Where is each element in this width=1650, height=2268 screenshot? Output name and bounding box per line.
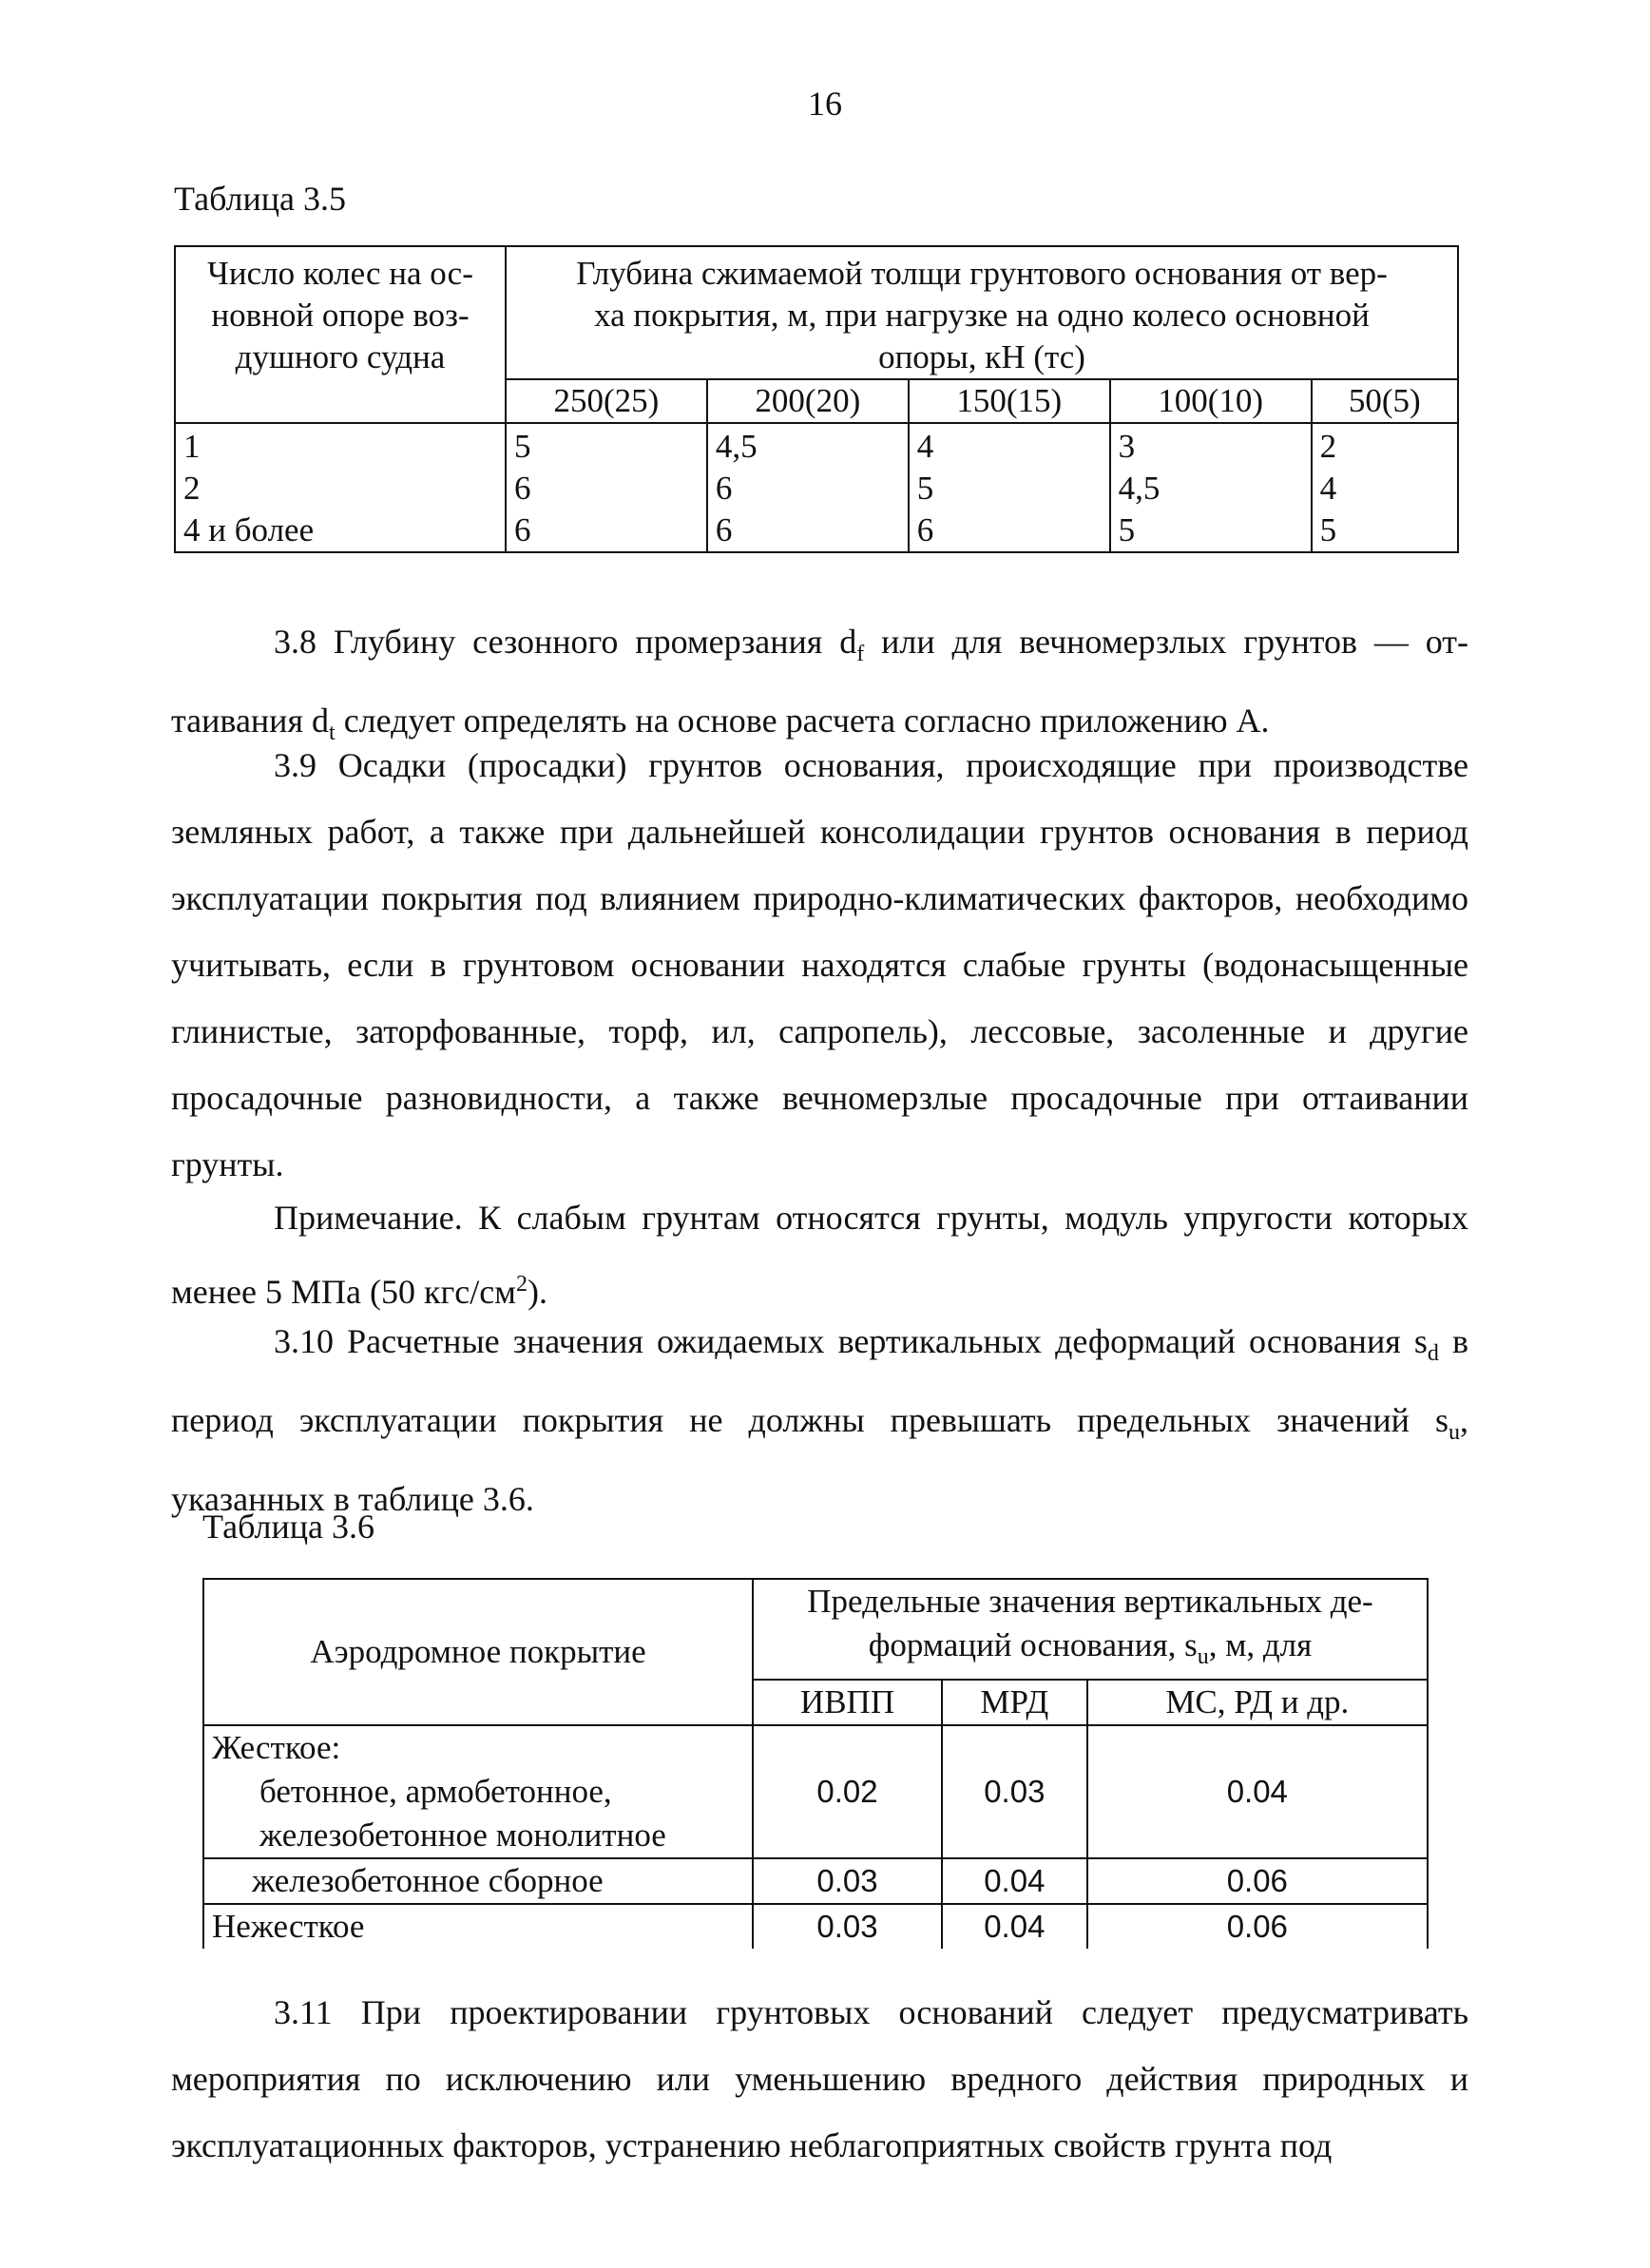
nonrigid-cell: Нежесткое xyxy=(203,1904,753,1949)
rigid-monolithic-cell: Жесткое: бетонное, армобетонное, железобетонное монолитное xyxy=(203,1725,753,1858)
p310-text-a: 3.10 Расчетные значения ожидаемых вертикальных деформаций основания s xyxy=(274,1322,1428,1360)
table-3-5-caption: Таблица 3.5 xyxy=(174,180,346,218)
table-row xyxy=(175,509,1458,552)
value-cell: 0.03 xyxy=(753,1904,942,1949)
note-text-a: Примечание. К слабым грунтам относятся грунты, модуль упругости которых менее 5 МПа (50 кгс/см xyxy=(171,1199,1468,1311)
value-cell: 0.04 xyxy=(942,1858,1087,1904)
paragraph-3-9 xyxy=(171,732,1468,1198)
load-header: 150(15) xyxy=(909,379,1110,423)
depth-cell: 5 xyxy=(909,468,1110,509)
value-cell: 0.03 xyxy=(942,1725,1087,1858)
p38-text-a: 3.8 Глубину сезонного промерзания d xyxy=(274,623,857,661)
load-header: 250(25) xyxy=(506,379,707,423)
note-text-b: ). xyxy=(527,1273,547,1311)
value-cell: 0.04 xyxy=(1087,1725,1428,1858)
paragraph-3-10 xyxy=(171,1308,1468,1532)
depth-cell: 4 xyxy=(909,423,1110,468)
p310-text-b: в период эксплуатации покрытия не должны превышать предельных значений s xyxy=(171,1322,1468,1440)
page-number: 16 xyxy=(808,85,842,123)
value-cell: 0.02 xyxy=(753,1725,942,1858)
taxiway-header: МРД xyxy=(942,1680,1087,1725)
depth-cell: 5 xyxy=(1312,509,1458,552)
table-3-5 xyxy=(174,245,1459,553)
p310-text-c: , указанных в таблице 3.6. xyxy=(171,1401,1468,1519)
p310-sub-d: d xyxy=(1427,1341,1439,1367)
p39-text: 3.9 Осадки (просадки) грунтов основания, происходящие при производстве земляных работ, а также при дальнейшей консолидации грунтов основания в период эксплуатации покрытия под влиянием природно-климатических факторов, необходимо учитывать, если в грунтовом основании находятся слабые грунты (водонасыщенные глинистые, заторфованные, торф, ил, сапропель), лессовые, засоленные и другие просадочные разновидности, а также вечномерзлые просадочные при оттаивании грунты. xyxy=(171,746,1468,1183)
depth-cell: 6 xyxy=(909,509,1110,552)
note-sup: 2 xyxy=(515,1272,528,1297)
value-cell: 0.03 xyxy=(753,1858,942,1904)
p311-text: 3.11 При проектировании грунтовых оснований следует предусматривать мероприятия по исключению или уменьшению вредного действия природных и эксплуатационных факторов, устранению неблагоприятных свойств грунта под xyxy=(171,1993,1468,2164)
wheels-cell: 2 xyxy=(175,468,506,509)
wheels-cell: 4 и более xyxy=(175,509,506,552)
apron-header: МС, РД и др. xyxy=(1087,1680,1428,1725)
p38-text-b: или для вечномерзлых грунтов — от- xyxy=(864,623,1468,661)
load-header: 200(20) xyxy=(707,379,909,423)
depth-cell: 4,5 xyxy=(1110,468,1312,509)
table-row xyxy=(203,1858,1428,1904)
table-3-6 xyxy=(202,1578,1429,1949)
depth-cell: 4,5 xyxy=(707,423,909,468)
depth-cell: 6 xyxy=(707,509,909,552)
depth-cell: 3 xyxy=(1110,423,1312,468)
p38-sub-f: f xyxy=(856,642,865,667)
table-3-6-col1-header: Аэродромное покрытие xyxy=(203,1579,753,1725)
table-row xyxy=(175,423,1458,468)
load-header: 50(5) xyxy=(1312,379,1458,423)
note-paragraph xyxy=(171,1184,1468,1325)
table-row xyxy=(175,468,1458,509)
depth-cell: 4 xyxy=(1312,468,1458,509)
value-cell: 0.06 xyxy=(1087,1904,1428,1949)
rigid-precast-cell: железобетонное сборное xyxy=(203,1858,753,1904)
depth-cell: 6 xyxy=(707,468,909,509)
depth-cell: 5 xyxy=(1110,509,1312,552)
depth-cell: 2 xyxy=(1312,423,1458,468)
table-3-5-col1-header: Число колес на ос- новной опоре воз- душного судна xyxy=(175,246,506,423)
table-3-5-group-header: Глубина сжимаемой толщи грунтового основания от вер- ха покрытия, м, при нагрузке на одно колесо основной опоры, кН (тс) xyxy=(506,246,1458,379)
paragraph-3-11 xyxy=(171,1979,1468,2179)
p38-sub-t: t xyxy=(329,721,336,746)
wheels-cell: 1 xyxy=(175,423,506,468)
table-row xyxy=(203,1725,1428,1858)
depth-cell: 6 xyxy=(506,468,707,509)
p38-text-d: следует определять на основе расчета согласно приложению А. xyxy=(335,702,1270,740)
depth-cell: 6 xyxy=(506,509,707,552)
depth-cell: 5 xyxy=(506,423,707,468)
runway-header: ИВПП xyxy=(753,1680,942,1725)
p310-sub-u: u xyxy=(1449,1420,1460,1446)
load-header: 100(10) xyxy=(1110,379,1312,423)
value-cell: 0.04 xyxy=(942,1904,1087,1949)
p38-text-c: таивания d xyxy=(171,702,330,740)
table-row xyxy=(203,1904,1428,1949)
table-3-6-caption: Таблица 3.6 xyxy=(202,1508,374,1546)
value-cell: 0.06 xyxy=(1087,1858,1428,1904)
table-3-6-group-header: Предельные значения вертикальных де- формаций основания, $s_u$, м, для xyxy=(753,1579,1428,1680)
